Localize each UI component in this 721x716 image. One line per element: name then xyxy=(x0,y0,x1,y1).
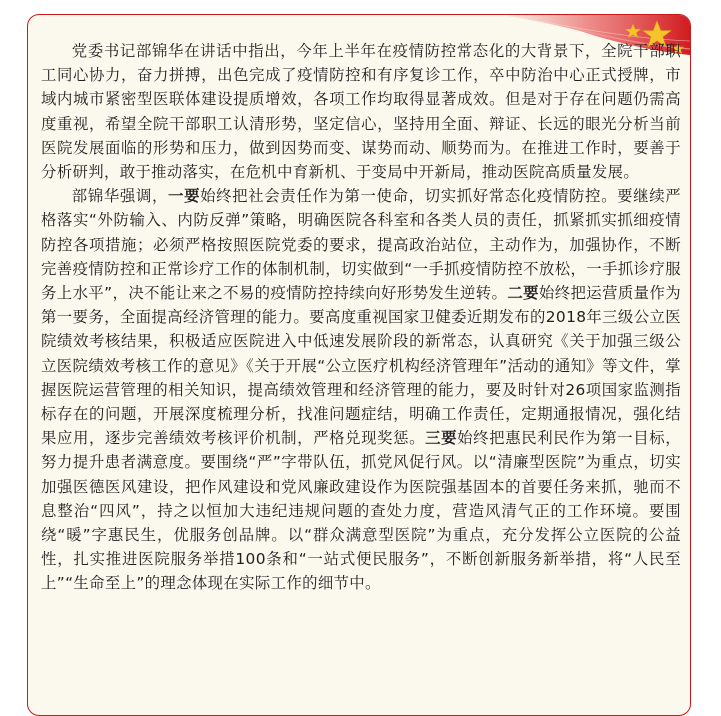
paragraph-text: 党委书记部锦华在讲话中指出，今年上半年在疫情防控常态化的大背景下，全院干部职工同心协力，奋力拼搏，出色完成了疫情防控和有序复诊工作，卒中防治中心正式授牌，市域内城市紧密型医联体建设提质增效，各项工作均取得显著成效。但是对于存在问题仍需高度重视，希望全院干部职工认清形势，坚定信心，坚持用全面、辩证、长远的眼光分析当前医院发展面临的形势和压力，做到因势而变、谋势而动、顺势而为。在推进工作时，要善于分析研判，敢于推动落实，在危机中育新机、于变局中开新局，推动医院高质量发展。 xyxy=(41,42,681,182)
emphasis-second: 二要 xyxy=(507,284,539,303)
paragraph-2 xyxy=(41,184,681,595)
emphasis-first: 一要 xyxy=(168,187,201,206)
paragraph-text: 始终把惠民利民作为第一目标，努力提升患者满意度。要围绕“严”字带队伍，抓党风促行风。以“清廉型医院”为重点，切实加强医德医风建设，把作风建设和党风廉政建设作为医院强基固本的首要任务来抓，驰而不息整治“四风”，持之以恒加大违纪违规问题的查处力度，营造风清气正的工作环境。要围绕“暖”字惠民生，优服务创品牌。以“群众满意型医院”为重点，充分发挥公立医院的公益性，扎实推进医院服务举措100条和“一站式便民服务”，不断创新服务新举措，将“人民至上”“生命至上”的理念体现在实际工作的细节中。 xyxy=(41,429,681,593)
article-body xyxy=(41,39,681,596)
paragraph-text: 始终把运营质量作为第一要务，全面提高经济管理的能力。要高度重视国家卫健委近期发布的2018年三级公立医院绩效考核结果，积极适应医院进入中低速发展阶段的新常态，认真研究《关于加强三级公立医院绩效考核工作的意见》《关于开展“公立医疗机构经济管理年”活动的通知》等文件，掌握医院运营管理的相关知识，提高绩效管理和经济管理的能力，要及时针对26项国家监测指标存在的问题，开展深度梳理分析，找准问题症结，明确工作责任，定期通报情况，强化结果应用，逐步完善绩效考核评价机制，严格兑现奖惩。 xyxy=(41,284,681,448)
emphasis-third: 三要 xyxy=(425,429,458,448)
paragraph-text: 部锦华强调， xyxy=(71,187,169,206)
article-card xyxy=(27,14,691,716)
paragraph-text: 始终把社会责任作为第一使命，切实抓好常态化疫情防控。要继续严格落实“外防输入、内防反弹”策略，明确医院各科室和各类人员的责任，抓紧抓实抓细疫情防控各项措施；必须严格按照医院党委的要求，提高政治站位，主动作为，加强协作，不断完善疫情防控和正常诊疗工作的体制机制，切实做到“一手抓疫情防控不放松，一手抓诊疗服务上水平”，决不能让来之不易的疫情防控持续向好形势发生逆转。 xyxy=(41,187,681,303)
paragraph-1 xyxy=(41,39,681,184)
